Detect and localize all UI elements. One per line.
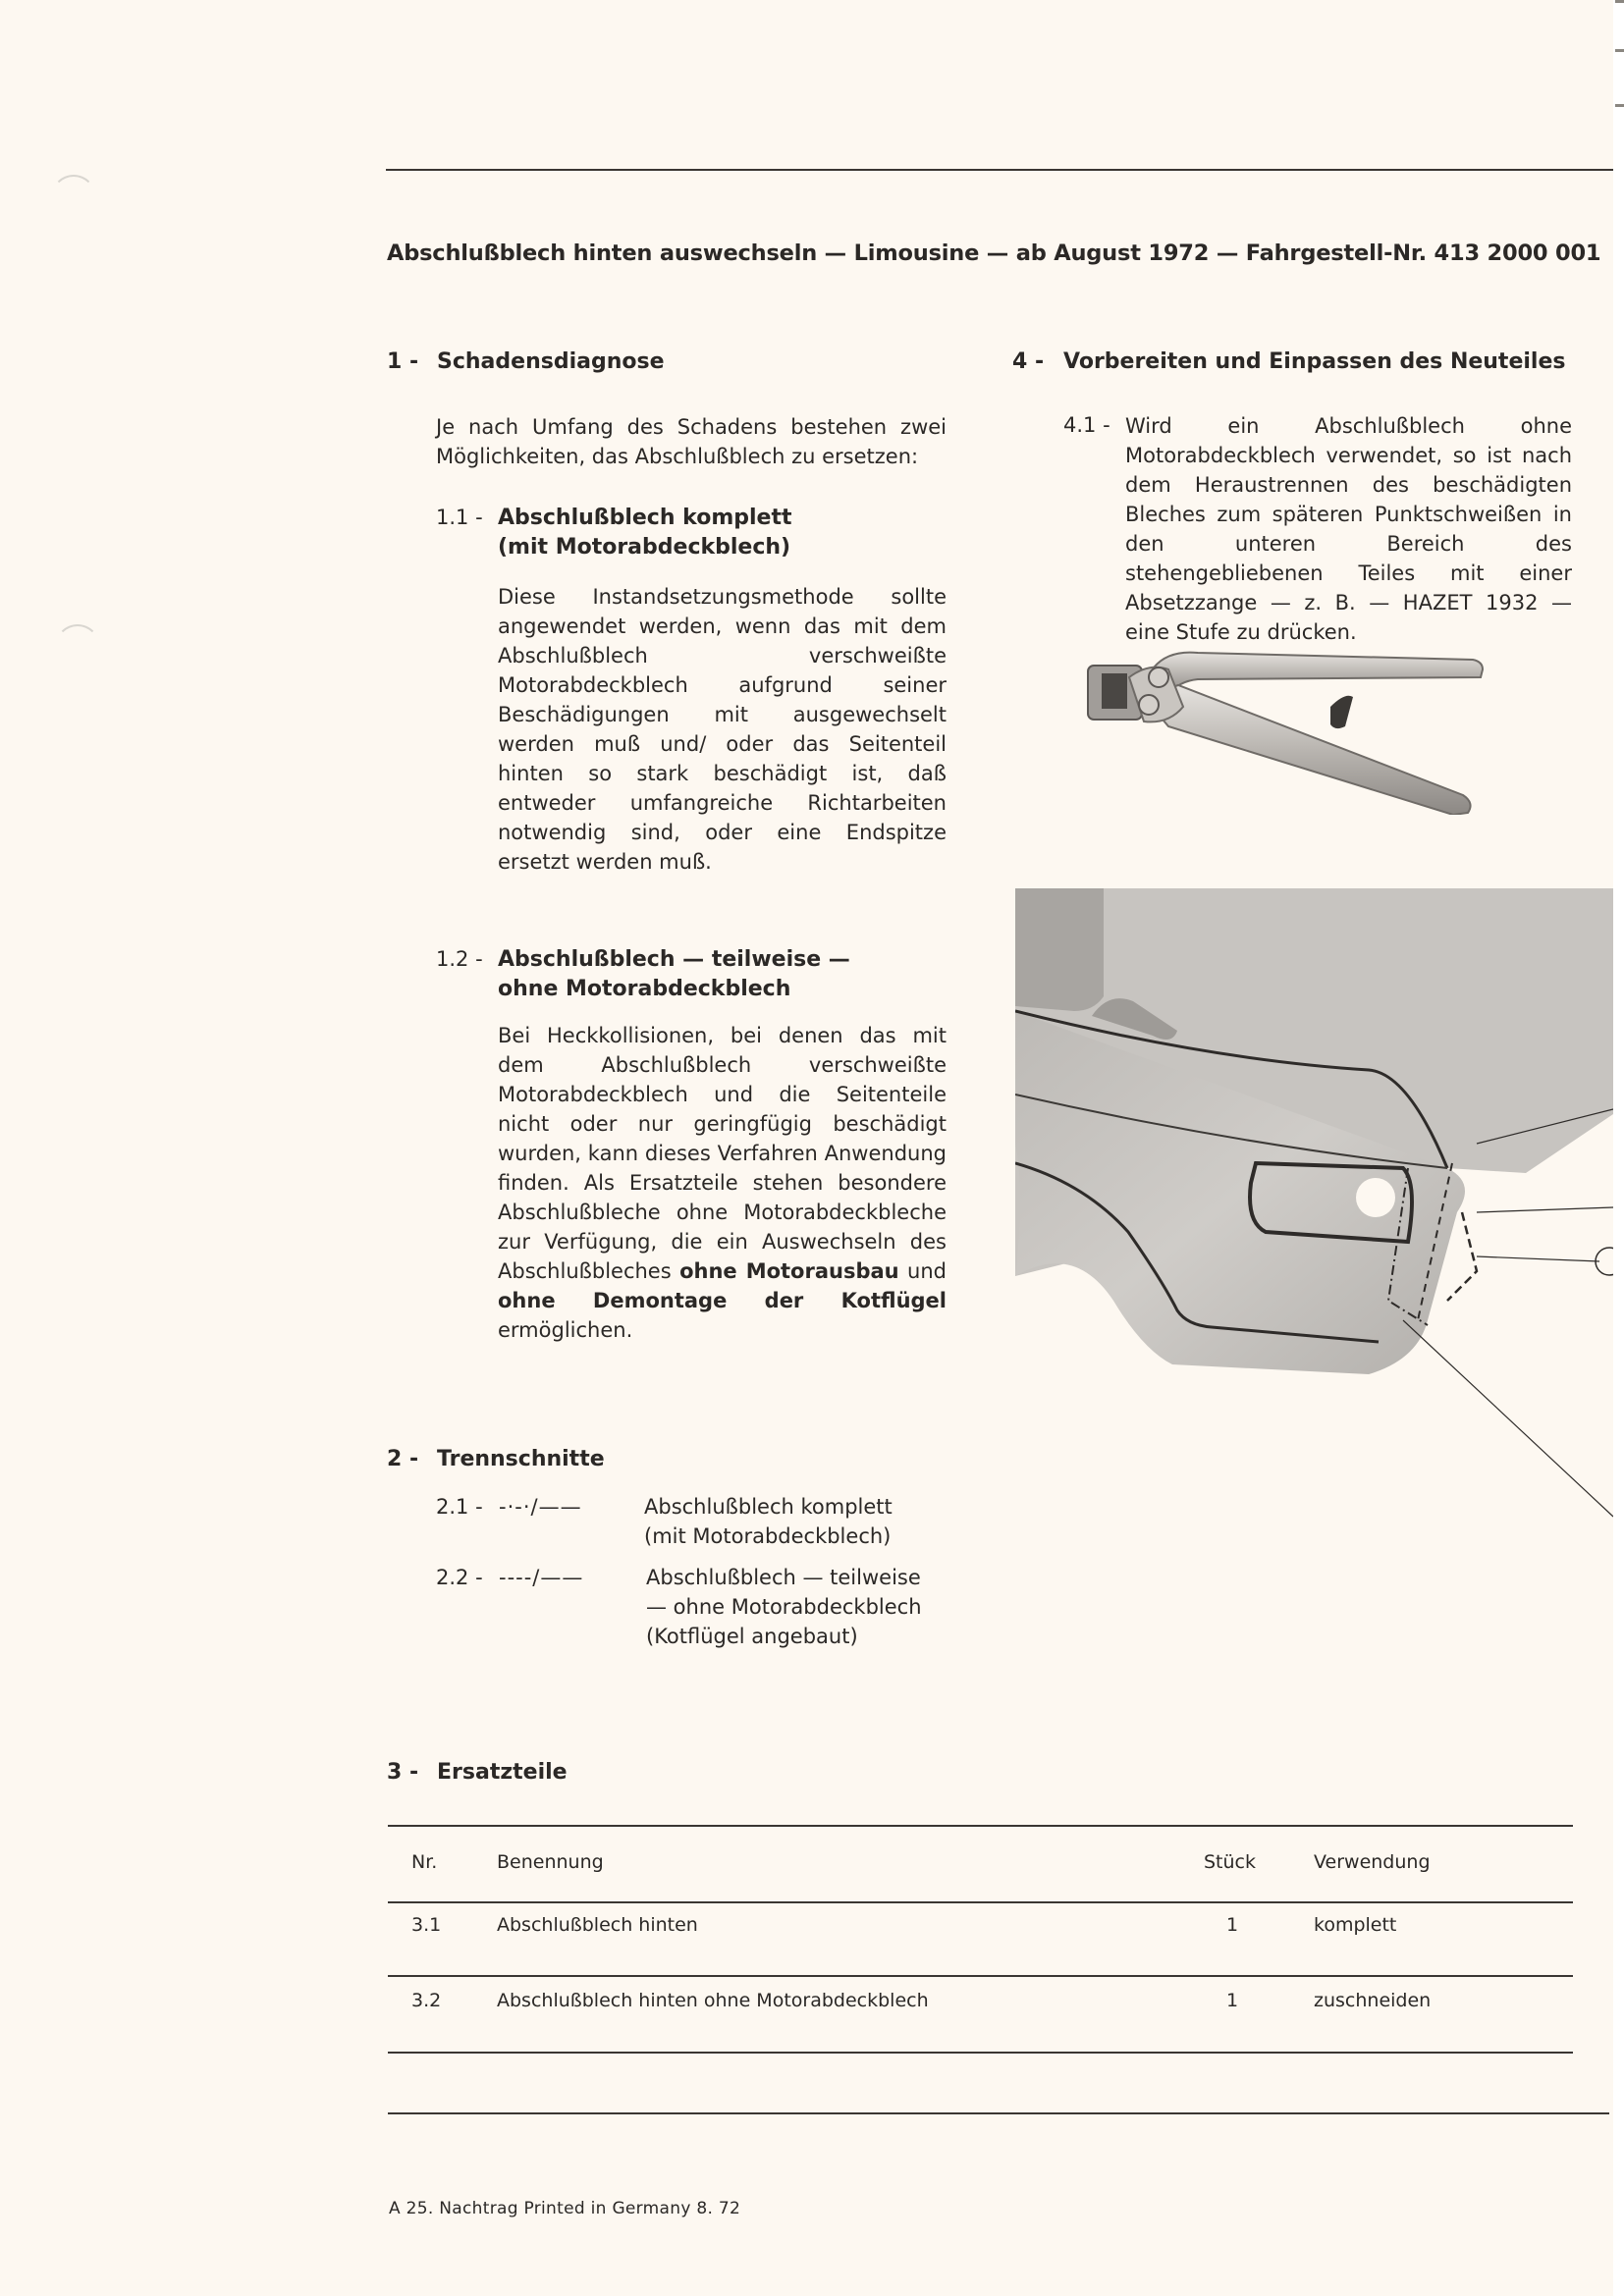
emphasis-kotfluegel: ohne Demontage der Kotflügel (498, 1289, 947, 1312)
section-4-heading: Vorbereiten und Einpassen des Neuteiles (1063, 349, 1566, 374)
punch-hole-mark (51, 175, 96, 220)
text-part-a: Bei Heckkollisionen, bei denen das mit dem Abschlußblech verschweißte Motorabdeckblech und die Seitenteile nicht oder nur geringfügig beschädigt wurden, kann dieses Verfahren Anwendung finden. Als Ersatzteile stehen besondere Abschlußbleche ohne Motorabdeckbleche zur Verfügung, die ein Auswechseln des Abschlußbleches (498, 1024, 947, 1283)
pliers-lower-handle (1144, 685, 1471, 815)
rear-panel-photo (1015, 888, 1613, 1664)
pliers-upper-handle (1154, 653, 1483, 695)
section-3-number: 3 - (387, 1760, 419, 1785)
subsection-1-1-heading-line2: (mit Motorabdeckblech) (498, 535, 791, 560)
cell-benennung: Abschlußblech hinten (497, 1914, 698, 1936)
text-part-b: und (907, 1259, 947, 1283)
section-1-heading: Schadensdiagnose (437, 349, 665, 374)
cell-benennung: Abschlußblech hinten ohne Motorabdeckblech (497, 1990, 929, 2011)
subsection-1-2-number: 1.2 - (436, 947, 483, 971)
pliers-screw (1139, 695, 1159, 715)
page-footer: A 25. Nachtrag Printed in Germany 8. 72 (389, 2199, 741, 2218)
cell-verwendung: komplett (1314, 1914, 1397, 1936)
subsection-1-2-text (498, 1021, 947, 1345)
table-rule-top (388, 1825, 1573, 1827)
table-rule-bottom (388, 2112, 1609, 2114)
subsection-4-1-number: 4.1 - (1063, 413, 1110, 437)
table-rule (388, 2052, 1573, 2054)
table-rule (388, 1975, 1573, 1977)
subsection-1-2-heading-line2: ohne Motorabdeckblech (498, 977, 791, 1001)
trennschnitt-item-1-line2: (mit Motorabdeckblech) (644, 1524, 892, 1548)
trennschnitt-item-2-symbol: ----/—— (499, 1566, 584, 1589)
subsection-1-2-heading-line1: Abschlußblech — teilweise — (498, 947, 850, 972)
trennschnitt-item-2-text (646, 1563, 922, 1651)
table-rule (388, 1901, 1573, 1903)
section-4-number: 4 - (1012, 349, 1045, 374)
trennschnitt-item-2-line3: (Kotflügel angebaut) (646, 1625, 858, 1648)
trennschnitt-item-1-text (644, 1492, 893, 1551)
page-edge (1613, 0, 1624, 2296)
cell-verwendung: zuschneiden (1314, 1990, 1432, 2011)
edge-mark (1615, 49, 1624, 52)
pliers-spring (1330, 696, 1353, 728)
edge-mark (1615, 104, 1624, 107)
subsection-1-1-text: Diese Instandsetzungsmethode sollte angewendet werden, wenn das mit dem Abschlußblech verschweißte Motorabdeckblech aufgrund seiner Beschädigungen mit ausgewechselt werden muß und/ oder das Seitenteil hinten so stark beschädigt ist, daß entweder umfangreiche Richtarbeiten notwendig sind, oder eine Endspitze ersetzt werden muß. (498, 585, 947, 874)
trennschnitt-item-1-line1: Abschlußblech komplett (644, 1495, 893, 1519)
subsection-1-1-number: 1.1 - (436, 506, 483, 529)
text-part-c: ermöglichen. (498, 1318, 633, 1342)
col-header-verwendung: Verwendung (1314, 1851, 1431, 1873)
cell-stueck: 1 (1226, 1914, 1239, 1936)
cell-nr: 3.2 (411, 1990, 442, 2011)
trennschnitt-item-2-line2: — ohne Motorabdeckblech (646, 1595, 922, 1619)
subsection-4-1-text: Wird ein Abschlußblech ohne Motorabdeckblech verwendet, so ist nach dem Heraustrennen des beschädigten Bleches zum späteren Punktschweißen in den unteren Bereich des stehengebliebenen Teiles mit einer Absetzzange — z. B. — HAZET 1932 — eine Stufe zu drücken. (1125, 414, 1572, 644)
col-header-benennung: Benennung (497, 1851, 604, 1873)
subsection-1-2-heading (498, 945, 850, 1004)
section-2-number: 2 - (387, 1447, 419, 1471)
cell-nr: 3.1 (411, 1914, 442, 1936)
col-header-stueck: Stück (1204, 1851, 1257, 1873)
photo-rear-window (1015, 888, 1104, 1011)
trennschnitt-item-1-symbol: -·-·/—— (499, 1495, 582, 1519)
trennschnitt-item-2-line1: Abschlußblech — teilweise (646, 1566, 921, 1589)
section-1-intro: Je nach Umfang des Schadens bestehen zwei Möglichkeiten, das Abschlußblech zu ersetzen: (436, 415, 947, 468)
cell-stueck: 1 (1226, 1990, 1239, 2011)
header-rule (386, 169, 1613, 171)
photo-light-hole (1356, 1178, 1395, 1217)
subsection-1-1-heading-line1: Abschlußblech komplett (498, 506, 792, 530)
pliers-jaw-slot (1102, 673, 1127, 709)
trennschnitt-item-1-number: 2.1 - (436, 1495, 483, 1519)
section-3-heading: Ersatzteile (437, 1760, 568, 1785)
document-title: Abschlußblech hinten auswechseln — Limousine — ab August 1972 — Fahrgestell-Nr. 413 2000 001 (387, 240, 1601, 266)
pliers-screw (1149, 667, 1168, 687)
punch-hole-mark (55, 624, 100, 669)
trennschnitt-item-2-number: 2.2 - (436, 1566, 483, 1589)
section-1-number: 1 - (387, 349, 419, 374)
col-header-nr: Nr. (411, 1851, 438, 1873)
pliers-illustration (1051, 638, 1542, 815)
subsection-1-1-heading (498, 504, 792, 562)
section-2-heading: Trennschnitte (437, 1447, 605, 1471)
edge-mark (1615, 0, 1624, 3)
emphasis-motorausbau: ohne Motorausbau (679, 1259, 899, 1283)
